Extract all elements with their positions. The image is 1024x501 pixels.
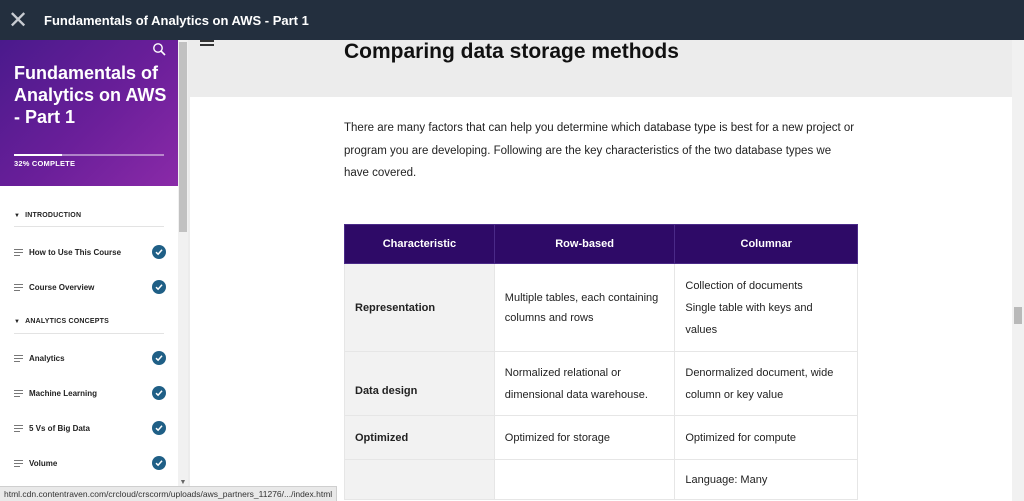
row-header-cell: Representation [345, 264, 495, 352]
lesson-lines-icon [14, 282, 23, 293]
caret-down-icon: ▼ [14, 319, 21, 325]
check-icon [152, 245, 166, 259]
column-header: Columnar [675, 225, 858, 264]
lesson-item[interactable] [14, 450, 166, 476]
lesson-label: Analytics [29, 353, 65, 363]
table-cell [494, 460, 675, 500]
check-icon [152, 421, 166, 435]
table-row [345, 352, 858, 416]
lesson-lines-icon [14, 388, 23, 399]
lesson-item[interactable] [14, 274, 166, 300]
lesson-item[interactable] [14, 415, 166, 441]
intro-paragraph: There are many factors that can help you determine which database type is best for a new project or program you are developing. Following are the key characteristics of the two database types we have covered. [344, 122, 855, 179]
table-cell: Normalized relational or dimensional data warehouse. [494, 352, 675, 416]
check-icon [152, 280, 166, 294]
main-scrollbar[interactable] [1012, 40, 1024, 501]
section-introduction[interactable]: ▼ INTRODUCTION [14, 212, 82, 219]
table-row [345, 460, 858, 500]
lesson-label: How to Use This Course [29, 247, 122, 257]
section-analytics-concepts[interactable]: ▼ ANALYTICS CONCEPTS [14, 318, 109, 325]
cell-line: Collection of documents [685, 279, 803, 292]
table-cell: Denormalized document, wide column or key value [675, 352, 858, 416]
main-scroll-thumb[interactable] [1014, 307, 1022, 324]
check-icon [152, 456, 166, 470]
divider [14, 333, 164, 334]
top-bar [0, 0, 1024, 40]
comparison-table [344, 224, 858, 500]
lesson-label: Machine Learning [29, 388, 98, 398]
lesson-label: Course Overview [29, 282, 95, 292]
page-title: Comparing data storage methods [344, 40, 679, 63]
table-header-row [345, 225, 858, 264]
lesson-lines-icon [14, 458, 23, 469]
table-cell: Optimized for storage [494, 416, 675, 460]
status-url: html.cdn.contentraven.com/crcloud/crscorm/uploads/aws_partners_11276/.../index.html [0, 486, 337, 501]
lesson-label: Volume [29, 458, 58, 468]
course-title: Fundamentals of Analytics on AWS - Part 1 [14, 63, 167, 127]
table-cell: Language: Many [675, 460, 858, 500]
table-cell: Multiple tables, each containing columns and rows [494, 264, 675, 352]
lesson-lines-icon [14, 353, 23, 364]
scroll-down-arrow-icon[interactable]: ▼ [179, 479, 187, 486]
divider [14, 226, 164, 227]
column-header: Row-based [494, 225, 675, 264]
lesson-item[interactable] [14, 380, 166, 406]
column-header: Characteristic [345, 225, 495, 264]
table-row [345, 264, 858, 352]
sidebar-scrollbar[interactable] [178, 40, 188, 501]
course-sidebar [0, 40, 188, 501]
sidebar-scroll-thumb[interactable] [179, 42, 187, 232]
lesson-item[interactable] [14, 345, 166, 371]
table-row [345, 416, 858, 460]
window-title: Fundamentals of Analytics on AWS - Part 1 [44, 12, 309, 28]
progress-label: 32% COMPLETE [14, 159, 76, 168]
close-icon[interactable]: ✕ [7, 6, 29, 34]
row-header-cell [345, 460, 495, 500]
table-cell [675, 264, 858, 352]
progress-bar [14, 154, 164, 156]
caret-down-icon: ▼ [14, 213, 21, 219]
lesson-label: 5 Vs of Big Data [29, 423, 90, 433]
menu-icon[interactable] [200, 40, 214, 50]
cell-line: Single table with keys and values [685, 301, 813, 336]
row-header-cell: Data design [345, 352, 495, 416]
progress-fill [14, 154, 62, 156]
lesson-lines-icon [14, 423, 23, 434]
check-icon [152, 351, 166, 365]
row-header-cell: Optimized [345, 416, 495, 460]
search-icon[interactable] [152, 42, 166, 56]
lesson-item[interactable] [14, 239, 166, 265]
course-header [0, 40, 178, 186]
lesson-lines-icon [14, 247, 23, 258]
check-icon [152, 386, 166, 400]
table-cell: Optimized for compute [675, 416, 858, 460]
